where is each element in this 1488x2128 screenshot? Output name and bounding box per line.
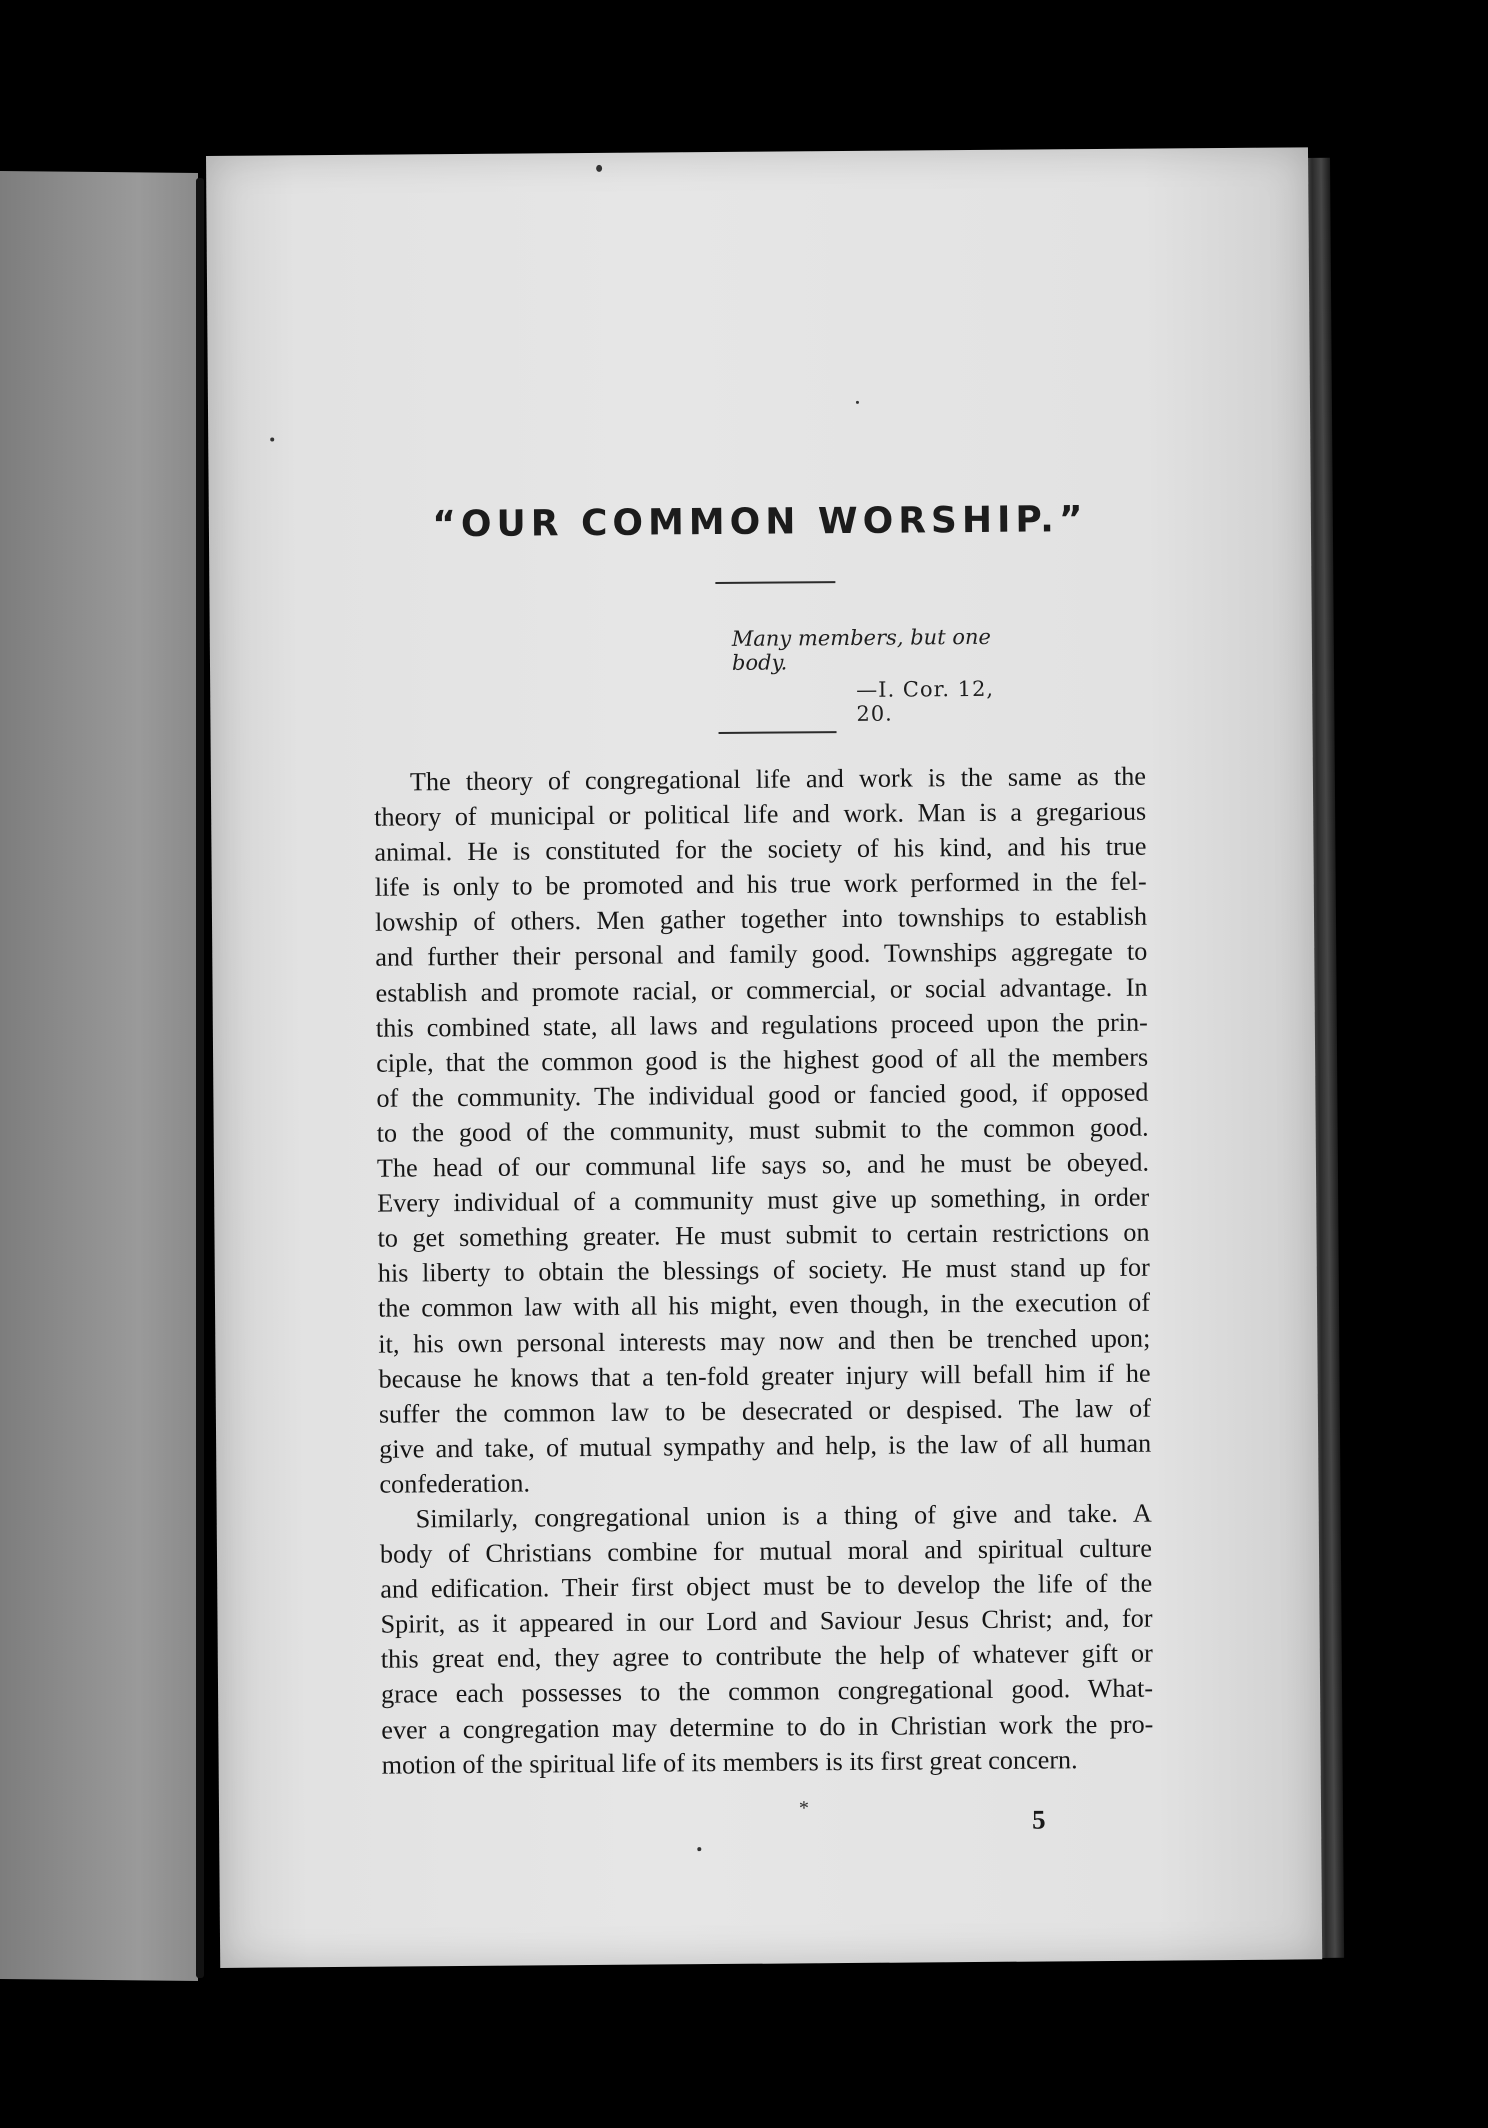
body-line: lowship of others. Men gather together into townships to establish — [374, 902, 1148, 938]
title-rule — [715, 581, 835, 584]
body-line: the common law with all his might, even though, in the execution of — [377, 1288, 1151, 1324]
book-page — [206, 147, 1322, 1968]
chapter-title: “OUR COMMON WORSHIP.” — [432, 499, 1088, 546]
epigraph-citation: —I. Cor. 12, 20. — [856, 676, 995, 726]
body-line: and further their personal and family good. Townships aggregate to — [375, 937, 1148, 973]
body-line: confederation. — [379, 1468, 531, 1499]
body-line: because he knows that a ten-fold greater injury will befall him if he — [378, 1358, 1151, 1394]
epigraph — [680, 625, 1021, 728]
body-line: ciple, that the common good is the highest good of all the members — [376, 1042, 1149, 1078]
body-line: this combined state, all laws and regulations proceed upon the prin- — [375, 1007, 1148, 1043]
body-text — [374, 759, 1154, 1783]
body-line: to get something greater. He must submit to certain restrictions on — [377, 1217, 1150, 1253]
epigraph-quote: Many members, but one body. — [731, 624, 991, 675]
body-line: body of Christians combine for mutual moral and spiritual culture — [379, 1533, 1153, 1569]
page-speck — [856, 401, 859, 404]
body-line: of the community. The individual good or fancied good, if opposed — [376, 1077, 1149, 1113]
body-line: and edification. Their first object must be to develop the life of the — [380, 1568, 1153, 1604]
page-number: 5 — [1031, 1804, 1046, 1835]
page-speck — [697, 1847, 701, 1851]
page-speck — [596, 165, 602, 172]
body-line: it, his own personal interests may now and then be trenched upon; — [378, 1323, 1151, 1359]
body-line: his liberty to obtain the blessings of society. He must stand up for — [377, 1252, 1150, 1288]
body-line: give and take, of mutual sympathy and help, is the law of all human — [379, 1428, 1152, 1464]
body-line: ever a congregation may determine to do in Christian work the pro- — [381, 1709, 1154, 1745]
body-line: suffer the common law to be desecrated or despised. The law of — [378, 1393, 1151, 1429]
body-line: to the good of the community, must submit to the common good. — [376, 1112, 1149, 1148]
body-line: life is only to be promoted and his true work performed in the fel- — [374, 866, 1147, 902]
body-line: The theory of congregational life and work is the same as the — [409, 761, 1147, 797]
body-line: Similarly, congregational union is a thing of give and take. A — [415, 1498, 1152, 1534]
book-gutter — [196, 178, 204, 1978]
page-speck — [270, 437, 274, 441]
body-line: The head of our communal life says so, and he must be obeyed. — [376, 1147, 1150, 1183]
epigraph-rule — [719, 731, 837, 734]
body-line: grace each possesses to the common congregational good. What- — [380, 1674, 1154, 1710]
body-line: theory of municipal or political life and work. Man is a gregarious — [374, 796, 1147, 832]
body-line: establish and promote racial, or commercial, or social advantage. In — [375, 972, 1148, 1008]
body-line: motion of the spiritual life of its members is its first great concern. — [381, 1744, 1078, 1780]
body-line: Spirit, as it appeared in our Lord and Saviour Jesus Christ; and, for — [380, 1603, 1153, 1639]
body-line: Every individual of a community must give up something, in order — [377, 1182, 1150, 1218]
footer-mark: * — [798, 1797, 810, 1820]
body-line: this great end, they agree to contribute the help of whatever gift or — [380, 1638, 1153, 1675]
body-line: animal. He is constituted for the society of his kind, and his true — [374, 831, 1147, 867]
previous-page-fragment — [0, 171, 198, 1981]
